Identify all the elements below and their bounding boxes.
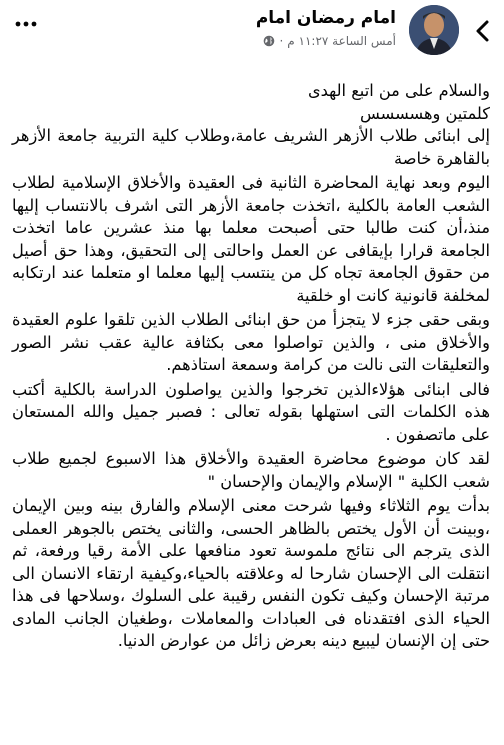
post-paragraph: كلمتين وهسسسس (360, 103, 490, 123)
post-meta (263, 34, 396, 48)
post-paragraph: فالى ابنائى هؤلاءالذين تخرجوا والذين يواصلون الدراسة بالكلية أكتب هذه الكلمات التى استهلها بقوله تعالى : فصبر جميل والله المستعان على ماتصفون . (12, 379, 490, 444)
avatar[interactable] (409, 5, 459, 55)
post-paragraph: وبقى حقى جزء لا يتجزأ من حق ابنائى الطلاب الذين تلقوا علوم العقيدة والأخلاق منى ، والذين تواصلوا معى بكثافة عالية عقب نشر الصور والتعليقات التى نالت من كرامة وسمعة استاذهم. (12, 310, 490, 374)
timestamp[interactable]: أمس الساعة ١١:٢٧ م (287, 34, 396, 48)
chevron-left-icon[interactable] (472, 18, 494, 44)
post-paragraph: والسلام على من اتبع الهدى (307, 81, 490, 100)
post-paragraph: لقد كان موضوع محاضرة العقيدة والأخلاق هذا الاسبوع لجميع طلاب شعب الكلية " الإسلام والإيمان والإحسان " (12, 449, 490, 491)
more-icon[interactable] (14, 20, 38, 28)
post-paragraph: إلى ابنائى طلاب الأزهر الشريف عامة،وطلاب كلية التربية جامعة الأزهر بالقاهرة خاصة (12, 126, 490, 168)
globe-icon (263, 35, 275, 47)
meta-separator: · (279, 34, 284, 48)
post-body (12, 80, 490, 653)
post-paragraph: بدأت يوم الثلاثاء وفيها شرحت معنى الإسلام والفارق بينه وبين الإيمان ،وبينت أن الأول يختص بالظاهر الحسى، والثانى يختص بالجوهر العملى الذى يترجم الى نتائج ملموسة تعود منافعها على الأمة رقيا ورفعة، ثم انتقلت الى الإحسان شارحا له وعلاقته بالحياء،وكيفية ارتقاء الانسان الى مرتبة الإحسان وكيف تكون النفس رقيبة على السلوك ،وسلاحها فى هذا الحياء الذى افتقدناه فى العبادات والمعاملات ،وطغيان الجانب المادى حتى إن الإنسان ليبيع دينه بعرض زائل من عوارض الدنيا. (12, 496, 490, 650)
post-header (0, 0, 504, 68)
post-paragraph: اليوم وبعد نهاية المحاضرة الثانية فى العقيدة والأخلاق الإسلامية لطلاب الشعب العامة بالكلية ،اتخذت جامعة الأزهر التى اشرف بالانتساب إليها منذ،أن كنت طالبا حتى أصبحت معلما بها منذ عشرين عاما اتخذت الجامعة قرارا بإيقافى عن العمل واحالتى إلى التحقيق، وهذا حق أصيل من حقوق الجامعة تجاه كل من ينتسب إليها معلما او متعلما عند ارتكابه لمخلفة قانونية كانت او خلقية (12, 173, 490, 305)
author-name[interactable]: امام رمضان امام (255, 8, 396, 28)
